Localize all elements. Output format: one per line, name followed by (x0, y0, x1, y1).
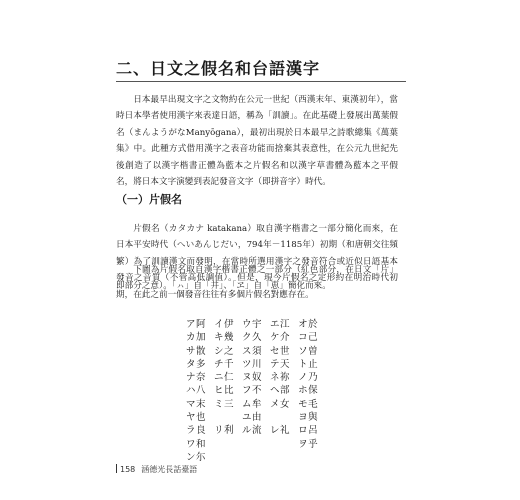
kana-cell (270, 411, 290, 424)
heading-underline (116, 81, 406, 82)
kana-cell: ウ宇 (242, 319, 263, 330)
kana-cell: テ天 (270, 358, 291, 370)
kana-cell: ニ仁 (214, 372, 235, 384)
kana-cell: ケ介 (270, 332, 291, 344)
footer-divider (116, 464, 117, 473)
kana-cell: ネ祢 (270, 372, 291, 384)
kana-cell: マ末 (186, 398, 207, 410)
kana-cell: ヒ比 (214, 385, 235, 397)
kana-cell: ム牟 (242, 398, 263, 410)
kana-cell: ロ呂 (298, 425, 319, 437)
kana-cell: ヘ部 (270, 385, 291, 397)
kana-cell: ト止 (298, 358, 319, 370)
kana-cell: ツ川 (242, 358, 263, 370)
kana-cell: ユ由 (242, 412, 263, 424)
kana-column (242, 318, 262, 464)
kana-column (214, 318, 234, 464)
kana-cell: セ世 (270, 345, 291, 357)
kana-cell: オ於 (298, 319, 319, 330)
page-footer (116, 464, 197, 475)
kana-cell: ク久 (242, 332, 263, 344)
kana-column (298, 318, 318, 464)
section-heading: 二、日文之假名和台語漢字 (116, 59, 321, 78)
kana-cell: レ礼 (270, 425, 291, 437)
kana-cell: イ伊 (214, 319, 235, 330)
kana-cell: ソ曽 (298, 345, 319, 357)
kana-cell: ヌ奴 (242, 372, 263, 384)
kana-column (270, 318, 290, 464)
kana-cell: リ利 (214, 425, 235, 437)
kana-cell: ミ三 (214, 398, 235, 410)
kana-cell: モ毛 (298, 398, 319, 410)
kana-cell: ラ良 (186, 425, 207, 437)
kana-cell: ホ保 (298, 385, 319, 397)
katakana-paragraph: 片假名（カタカナ katakana）取自漢字楷書之一部分簡化而來，在日本平安時代（へいあんじだい，794年－1185年）初期（和唐朝交往頻繁）為了訓讀漢文而發明，在當時所選用漢字之發音符合或近似日語基本發音之音質（不管高低調值）。但是，現今片假名之定形約在明治時代初期，在此之前一個發音往往有多個片假名對應存在。 (116, 224, 398, 300)
kana-cell: ヨ與 (298, 412, 319, 424)
kana-cell: ヲ乎 (298, 438, 319, 450)
katakana-table (186, 318, 318, 464)
kana-cell: フ不 (242, 385, 263, 397)
kana-cell: タ多 (186, 358, 207, 370)
kana-cell: サ散 (186, 345, 207, 357)
figure-caption-paragraph: 下圖為片假名取自漢字楷書正體之一部分（紅色部分，在日文「片」即部分之意）。「ㇵ」自「井」、「ヱ」自「恵」簡化而來。 (116, 265, 398, 292)
page-number: 158 (120, 465, 136, 474)
intro-paragraph: 日本最早出現文字之文物約在公元一世紀（西漢末年、東漢初年），當時日本學者使用漢字來表達日語，稱為「訓讀」。在此基礎上發展出萬葉假名（まんようがなManyōgana），最初出現於日本最早之詩歌總集《萬葉集》中。此種方式借用漢字之表音功能而捨棄其表意性，在公元九世紀先後創造了以漢字楷書正體為藍本之片假名和以漢字草書體為藍本之平假名，將日本文字演變到表記發音文字（即拼音字）時代。 (116, 95, 398, 188)
kana-cell: ノ乃 (298, 372, 319, 384)
kana-cell: メ女 (270, 398, 291, 410)
kana-cell: シ之 (214, 345, 235, 357)
subsection-heading: （一）片假名 (116, 193, 182, 206)
kana-cell: カ加 (186, 332, 207, 344)
kana-cell: ル流 (242, 425, 263, 437)
kana-cell: ハ八 (186, 385, 207, 397)
kana-cell: ス須 (242, 345, 263, 357)
kana-cell: エ江 (270, 319, 291, 330)
kana-cell: コ己 (298, 332, 319, 344)
kana-cell: ヤ也 (186, 412, 207, 424)
kana-cell: ナ奈 (186, 372, 207, 384)
kana-cell: チ千 (214, 358, 235, 370)
kana-column (186, 318, 206, 464)
kana-cell: ア阿 (186, 319, 207, 330)
book-title: 涵德光長話臺語 (141, 465, 198, 474)
kana-cell: ワ和 (186, 438, 207, 450)
kana-cell: キ幾 (214, 332, 235, 344)
kana-cell: ン尓 (186, 451, 207, 463)
kana-cell (214, 411, 234, 424)
